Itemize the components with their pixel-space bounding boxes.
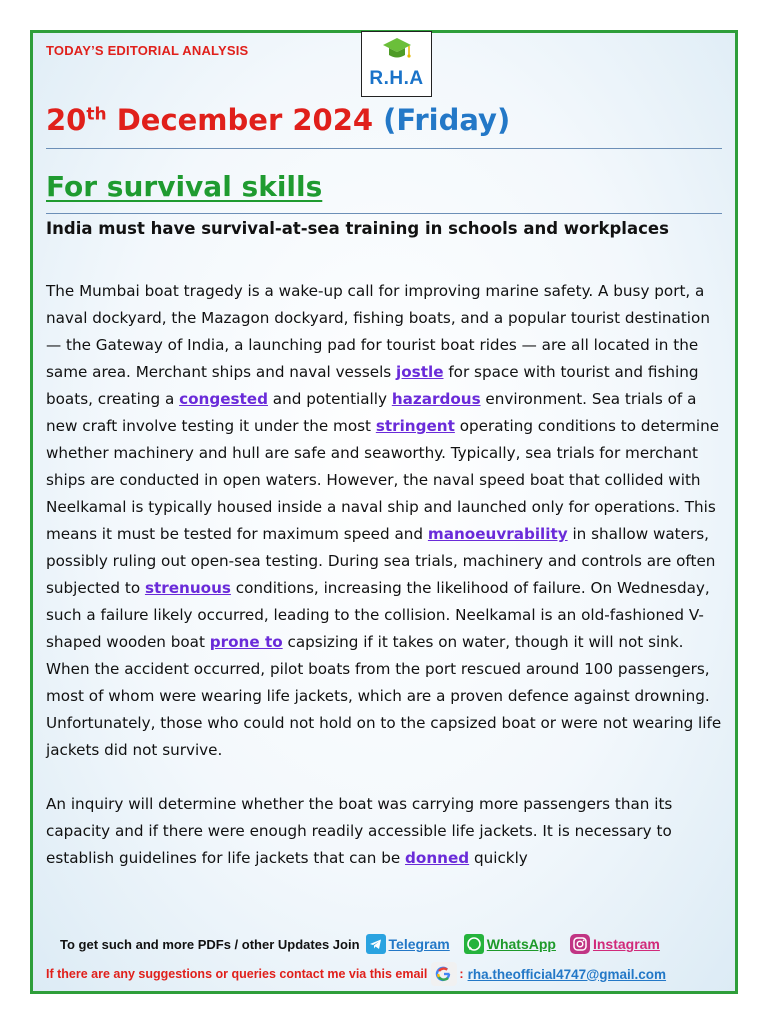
text-run: in shallow waters, possibly ruling out open-sea testing. During sea trials, machinery and controls are often subjected to xyxy=(46,525,716,597)
divider xyxy=(46,213,722,214)
text-run: environment. Sea trials of a new craft involve testing it under the most xyxy=(46,390,697,435)
text-run: An inquiry will determine whether the boat was carrying more passengers than its capacity and if there were enough readily accessible life jackets. It is necessary to establish guidelines for life jackets that can be xyxy=(46,795,673,867)
text-run: and potentially xyxy=(267,390,392,408)
date-weekday: (Friday) xyxy=(383,103,511,137)
keyword-congested[interactable]: congested xyxy=(179,390,268,408)
contact-line xyxy=(46,962,666,986)
date-month-year: December 2024 xyxy=(116,103,374,137)
text-run: capsizing if it takes on water, though it will not sink. When the accident occurred, pilot boats from the port rescued around 100 passengers, most of whom were wearing life jackets, which are a proven defence against drowning. Unfortunately, those who could not hold on to the capsized boat or were not wearing life jackets did not survive. xyxy=(46,633,722,759)
keyword-manoeuvrability[interactable]: manoeuvrability xyxy=(427,525,568,543)
text-run: for space with tourist and fishing boats, creating a xyxy=(46,363,699,408)
graduation-cap-icon xyxy=(382,36,412,62)
date-day: 20 xyxy=(46,103,87,137)
keyword-jostle[interactable]: jostle xyxy=(396,363,444,381)
telegram-link[interactable]: Telegram xyxy=(388,936,450,952)
paragraph-1 xyxy=(46,278,726,764)
instagram-link[interactable]: Instagram xyxy=(592,936,660,952)
keyword-stringent[interactable]: stringent xyxy=(375,417,455,435)
article-subtitle: India must have survival-at-sea training in schools and workplaces xyxy=(46,219,669,238)
whatsapp-icon[interactable] xyxy=(464,934,484,954)
logo-text: R.H.A xyxy=(369,68,424,89)
contact-colon: : xyxy=(459,967,464,981)
date-heading xyxy=(46,103,510,137)
article-body xyxy=(46,278,726,872)
keyword-prone-to[interactable]: prone to xyxy=(209,633,283,651)
keyword-strenuous[interactable]: strenuous xyxy=(144,579,231,597)
google-icon[interactable] xyxy=(431,962,457,986)
email-link[interactable]: rha.theofficial4747@gmail.com xyxy=(467,966,667,982)
whatsapp-link[interactable]: WhatsApp xyxy=(486,936,556,952)
contact-text: If there are any suggestions or queries contact me via this email xyxy=(46,967,428,981)
join-text: To get such and more PDFs / other Updates Join xyxy=(60,936,360,952)
text-run: quickly xyxy=(469,849,528,867)
paragraph-2 xyxy=(46,791,726,872)
editorial-label: TODAY’S EDITORIAL ANALYSIS xyxy=(46,43,249,58)
text-run: The Mumbai boat tragedy is a wake-up call for improving marine safety. A busy port, a naval dockyard, the Mazagon dockyard, fishing boats, and a popular tourist destination — the Gateway of India, a launching pad for tourist boat rides — are all located in the same area. Merchant ships and naval vessels xyxy=(46,282,710,381)
social-links-bar xyxy=(60,934,660,954)
keyword-hazardous[interactable]: hazardous xyxy=(391,390,481,408)
rha-logo xyxy=(361,31,432,97)
text-run: operating conditions to determine whether machinery and hull are safe and seaworthy. Typically, sea trials for merchant ships are conducted in open waters. However, the naval speed boat that collided with Neelkamal is typically housed inside a naval ship and launched only for operations. This means it must be tested for maximum speed and xyxy=(46,417,720,543)
telegram-icon[interactable] xyxy=(366,934,386,954)
instagram-icon[interactable] xyxy=(570,934,590,954)
keyword-donned[interactable]: donned xyxy=(405,849,470,867)
divider xyxy=(46,148,722,149)
text-run: conditions, increasing the likelihood of failure. On Wednesday, such a failure likely occurred, leading to the collision. Neelkamal is an old-fashioned V-shaped wooden boat xyxy=(46,579,710,651)
article-title: For survival skills xyxy=(46,170,323,203)
date-suffix: th xyxy=(86,104,107,125)
